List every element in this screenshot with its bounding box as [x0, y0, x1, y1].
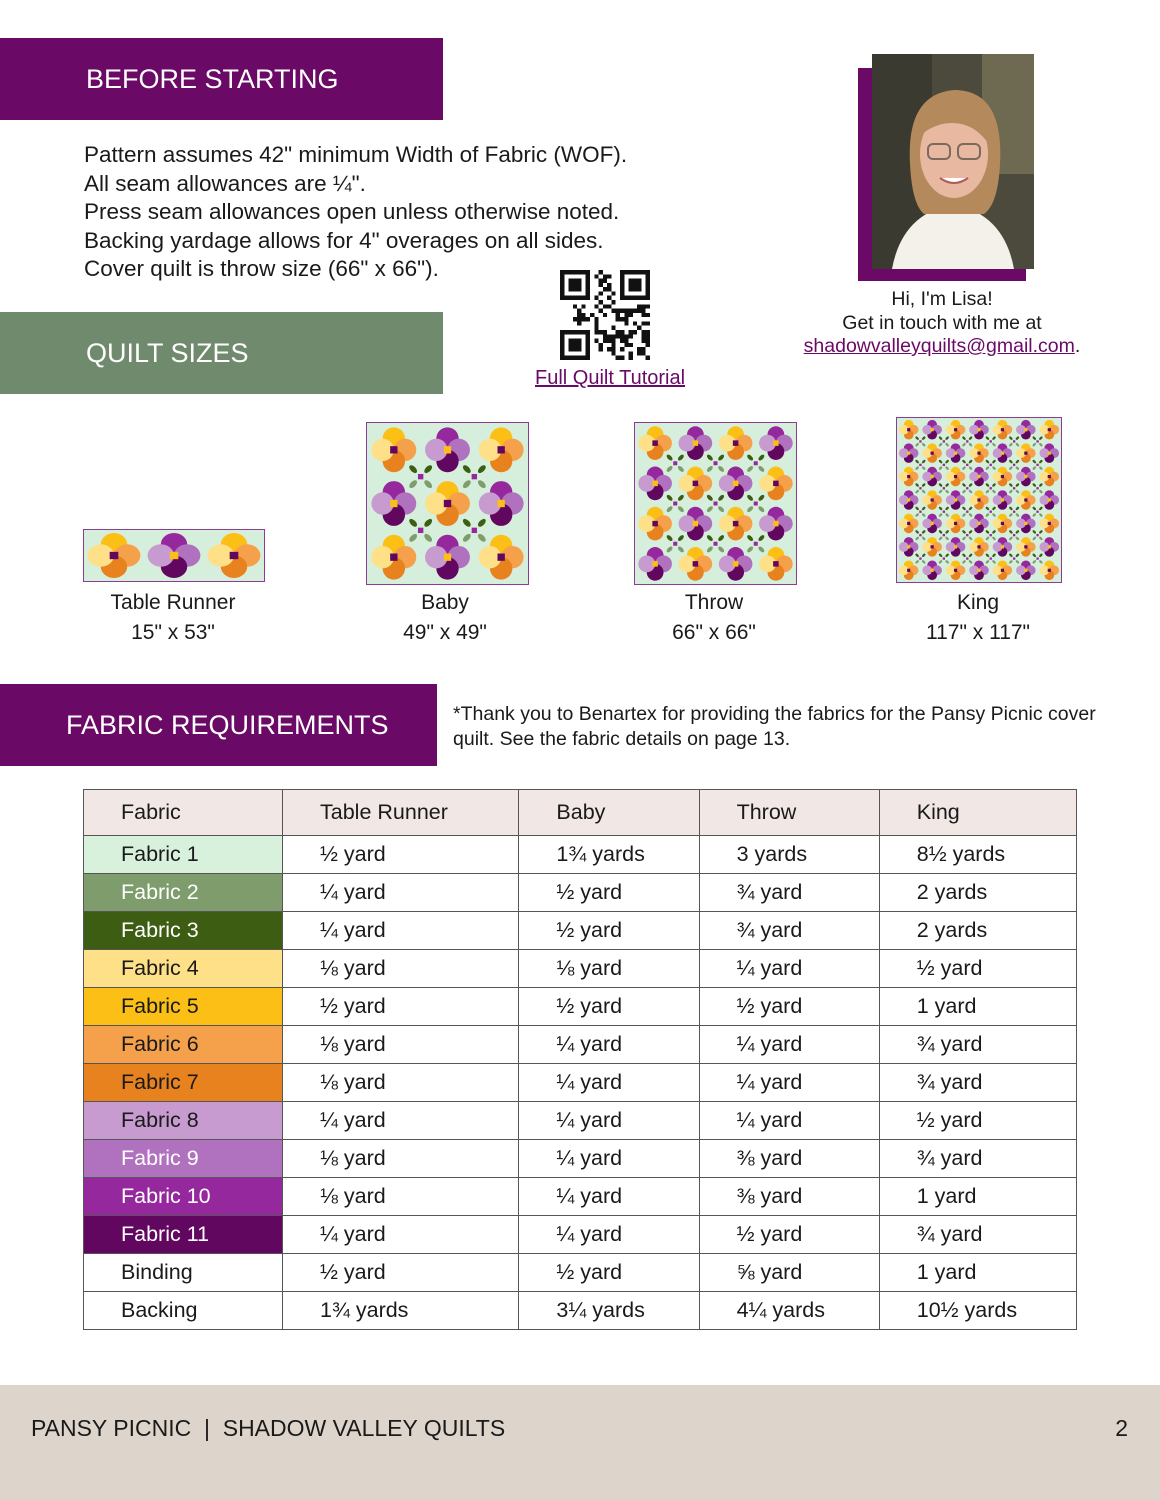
page-number: 2	[1115, 1415, 1128, 1441]
yardage-cell: ¾ yard	[699, 874, 879, 912]
quilt-size-dims: 15" x 53"	[131, 621, 215, 644]
footer-title: PANSY PICNIC | SHADOW VALLEY QUILTS	[31, 1415, 506, 1441]
fabric-name-cell: Backing	[84, 1292, 283, 1330]
fabric-name-cell: Fabric 1	[84, 836, 283, 874]
before-starting-heading-text: BEFORE STARTING	[86, 63, 339, 94]
yardage-cell: ½ yard	[699, 988, 879, 1026]
yardage-cell: 1 yard	[879, 1178, 1076, 1216]
yardage-cell: ⅛ yard	[283, 1178, 519, 1216]
quilt-size-label	[63, 588, 283, 648]
yardage-cell: ½ yard	[283, 836, 519, 874]
yardage-cell: 1¾ yards	[519, 836, 699, 874]
yardage-cell: ⅛ yard	[283, 1026, 519, 1064]
author-photo	[872, 54, 1034, 269]
quilt-thumbnail-table-runner	[83, 529, 265, 582]
yardage-cell: ¾ yard	[699, 912, 879, 950]
quilt-size-label	[604, 588, 824, 648]
column-header: Baby	[519, 790, 699, 836]
yardage-cell: 2 yards	[879, 874, 1076, 912]
table-row	[84, 1026, 1077, 1064]
yardage-cell: 3 yards	[699, 836, 879, 874]
yardage-cell: ½ yard	[283, 1254, 519, 1292]
before-starting-notes	[84, 141, 627, 284]
fabric-requirements-heading	[0, 684, 437, 766]
yardage-cell: ¼ yard	[519, 1026, 699, 1064]
column-header: King	[879, 790, 1076, 836]
fabric-name-cell: Fabric 8	[84, 1102, 283, 1140]
yardage-cell: ¾ yard	[879, 1216, 1076, 1254]
yardage-cell: ¼ yard	[519, 1064, 699, 1102]
note-line: All seam allowances are ¼".	[84, 170, 366, 196]
yardage-cell: ¼ yard	[283, 912, 519, 950]
table-row	[84, 1064, 1077, 1102]
fabric-name-cell: Fabric 9	[84, 1140, 283, 1178]
yardage-cell: ⅝ yard	[699, 1254, 879, 1292]
yardage-cell: 3¼ yards	[519, 1292, 699, 1330]
table-row	[84, 1102, 1077, 1140]
yardage-cell: ¾ yard	[879, 1064, 1076, 1102]
yardage-cell: ¼ yard	[699, 1064, 879, 1102]
yardage-cell: ¼ yard	[519, 1140, 699, 1178]
quilt-size-dims: 66" x 66"	[672, 621, 756, 644]
before-starting-heading	[0, 38, 443, 120]
fabric-name-cell: Fabric 2	[84, 874, 283, 912]
author-bio	[790, 288, 1094, 359]
column-header: Throw	[699, 790, 879, 836]
fabric-requirements-heading-text: FABRIC REQUIREMENTS	[66, 709, 389, 740]
quilt-thumbnail-king	[896, 417, 1062, 583]
quilt-size-label	[335, 588, 555, 648]
table-row	[84, 912, 1077, 950]
page-footer	[0, 1385, 1160, 1500]
yardage-cell: ¼ yard	[519, 1216, 699, 1254]
table-row	[84, 1254, 1077, 1292]
author-email-link[interactable]: shadowvalleyquilts@gmail.com	[803, 335, 1075, 357]
note-line: Cover quilt is throw size (66" x 66").	[84, 256, 439, 281]
fabric-name-cell: Fabric 4	[84, 950, 283, 988]
quilt-thumbnail-throw	[634, 422, 797, 585]
email-suffix: .	[1074, 335, 1081, 357]
quilt-thumbnail-baby	[366, 422, 529, 585]
yardage-cell: 2 yards	[879, 912, 1076, 950]
yardage-cell: ¼ yard	[283, 1102, 519, 1140]
yardage-cell: ½ yard	[519, 1254, 699, 1292]
yardage-cell: 1 yard	[879, 1254, 1076, 1292]
quilt-size-dims: 49" x 49"	[403, 621, 487, 644]
yardage-cell: ¼ yard	[283, 874, 519, 912]
note-line: Backing yardage allows for 4" overages on all sides.	[84, 227, 604, 253]
table-row	[84, 1292, 1077, 1330]
author-contact-line: Get in touch with me at	[842, 311, 1042, 334]
fabric-name-cell: Fabric 11	[84, 1216, 283, 1254]
fabric-requirements-table	[83, 789, 1077, 1330]
quilt-size-name: Baby	[421, 591, 469, 614]
author-greeting: Hi, I'm Lisa!	[891, 288, 993, 310]
yardage-cell: ½ yard	[879, 1102, 1076, 1140]
table-row	[84, 836, 1077, 874]
yardage-cell: 4¼ yards	[699, 1292, 879, 1330]
fabric-name-cell: Fabric 7	[84, 1064, 283, 1102]
table-row	[84, 874, 1077, 912]
fabric-name-cell: Fabric 5	[84, 988, 283, 1026]
quilt-size-name: King	[956, 591, 1000, 614]
full-quilt-tutorial-link[interactable]: Full Quilt Tutorial	[535, 367, 686, 389]
table-row	[84, 1216, 1077, 1254]
note-line: Press seam allowances open unless otherwise noted.	[84, 199, 620, 224]
note-line: Pattern assumes 42" minimum Width of Fabric (WOF).	[84, 142, 628, 167]
fabric-name-cell: Fabric 6	[84, 1026, 283, 1064]
yardage-cell: ½ yard	[879, 950, 1076, 988]
yardage-cell: ¼ yard	[699, 1102, 879, 1140]
yardage-cell: ¼ yard	[283, 1216, 519, 1254]
yardage-cell: ¾ yard	[879, 1140, 1076, 1178]
yardage-cell: ¾ yard	[879, 1026, 1076, 1064]
quilt-size-dims: 117" x 117"	[925, 621, 1031, 644]
yardage-cell: 8½ yards	[879, 836, 1076, 874]
yardage-cell: ½ yard	[519, 988, 699, 1026]
yardage-cell: ½ yard	[519, 874, 699, 912]
qr-code-icon[interactable]	[560, 270, 650, 360]
fabric-name-cell: Fabric 3	[84, 912, 283, 950]
yardage-cell: ⅛ yard	[283, 950, 519, 988]
yardage-cell: ¼ yard	[519, 1102, 699, 1140]
yardage-cell: ⅜ yard	[699, 1140, 879, 1178]
quilt-sizes-heading-text: QUILT SIZES	[86, 337, 249, 368]
yardage-cell: ⅛ yard	[283, 1064, 519, 1102]
yardage-cell: ⅛ yard	[283, 1140, 519, 1178]
yardage-cell: 1 yard	[879, 988, 1076, 1026]
yardage-cell: 1¾ yards	[283, 1292, 519, 1330]
table-header-row	[84, 790, 1077, 836]
table-row	[84, 988, 1077, 1026]
fabric-name-cell: Binding	[84, 1254, 283, 1292]
yardage-cell: ¼ yard	[699, 950, 879, 988]
yardage-cell: ½ yard	[699, 1216, 879, 1254]
fabric-credit-note: *Thank you to Benartex for providing the fabrics for the Pansy Picnic cover quilt. See the fabric details on page 13.	[453, 703, 1096, 750]
quilt-sizes-heading	[0, 312, 443, 394]
table-row	[84, 1178, 1077, 1216]
yardage-cell: ½ yard	[283, 988, 519, 1026]
quilt-size-name: Throw	[684, 591, 744, 614]
fabric-name-cell: Fabric 10	[84, 1178, 283, 1216]
table-row	[84, 950, 1077, 988]
yardage-cell: 10½ yards	[879, 1292, 1076, 1330]
quilt-size-name: Table Runner	[110, 591, 236, 614]
yardage-cell: ¼ yard	[699, 1026, 879, 1064]
table-row	[84, 1140, 1077, 1178]
yardage-cell: ⅛ yard	[519, 950, 699, 988]
yardage-cell: ⅜ yard	[699, 1178, 879, 1216]
column-header: Fabric	[84, 790, 283, 836]
yardage-cell: ½ yard	[519, 912, 699, 950]
yardage-cell: ¼ yard	[519, 1178, 699, 1216]
column-header: Table Runner	[283, 790, 519, 836]
quilt-size-label	[868, 588, 1088, 648]
